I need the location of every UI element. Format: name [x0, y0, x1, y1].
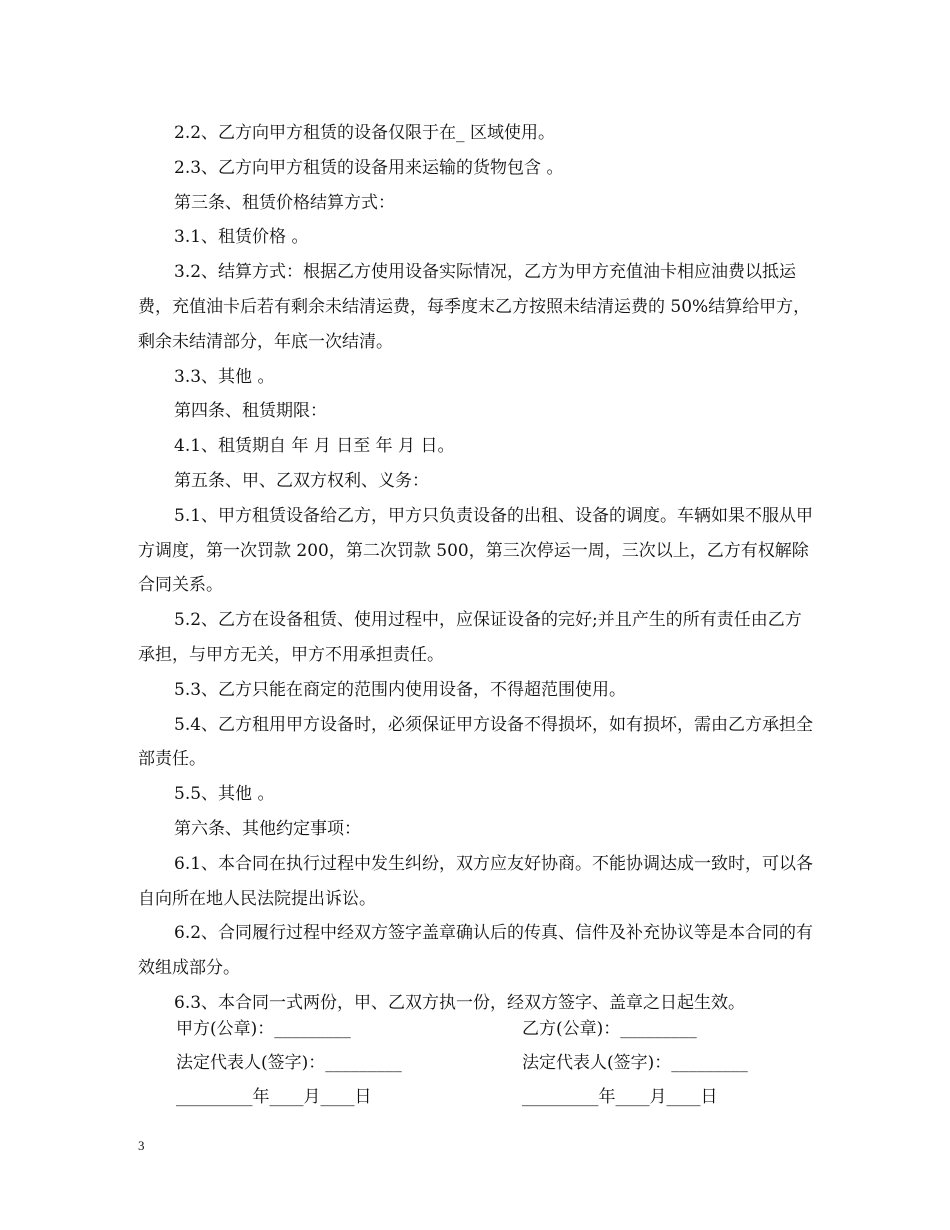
clause-5-3: 5.3、乙方只能在商定的范围内使用设备，不得超范围使用。 [174, 679, 627, 700]
clause-4-1: 4.1、租赁期自 年 月 日至 年 月 日。 [174, 436, 455, 457]
article-5-heading: 第五条、甲、乙双方权利、义务： [174, 470, 429, 491]
contract-body [138, 116, 814, 1021]
article-3-heading: 第三条、租赁价格结算方式： [174, 192, 395, 213]
party-a-representative-line: 法定代表人(签字)：_________ [176, 1053, 402, 1073]
clause-5-1: 5.1、甲方租赁设备给乙方，甲方只负责设备的出租、设备的调度。车辆如果不服从甲方调度，第一次罚款 200，第二次罚款 500，第三次停运一周，三次以上，乙方有权解除合同关系。 [138, 505, 814, 596]
clause-3-2: 3.2、结算方式：根据乙方使用设备实际情况，乙方为甲方充值油卡相应油费以抵运费，充值油卡后若有剩余未结清运费，每季度末乙方按照未结清运费的 50%结算给甲方，剩余未结清部分，年底一次结清。 [138, 262, 811, 352]
party-b-seal-line: 乙方(公章)：_________ [522, 1019, 697, 1039]
clause-2-2: 2.2、乙方向甲方租赁的设备仅限于在_ 区域使用。 [174, 123, 555, 143]
signature-row-date [0, 1082, 950, 1112]
article-4-heading: 第四条、租赁期限： [174, 401, 327, 422]
clause-3-1: 3.1、租赁价格 。 [174, 227, 309, 248]
clause-5-4: 5.4、乙方租用甲方设备时，必须保证甲方设备不得损坏，如有损坏，需由乙方承担全部责任。 [138, 714, 814, 770]
party-b-representative-line: 法定代表人(签字)：_________ [522, 1053, 748, 1073]
page-number: 3 [138, 1138, 145, 1153]
party-a-seal-line: 甲方(公章)：_________ [176, 1019, 351, 1039]
clause-3-3: 3.3、其他 。 [174, 366, 275, 387]
clause-6-2: 6.2、合同履行过程中经双方签字盖章确认后的传真、信件及补充协议等是本合同的有效组成部分。 [138, 923, 814, 979]
clause-6-3: 6.3、本合同一式两份，甲、乙双方执一份，经双方签字、盖章之日起生效。 [174, 992, 746, 1013]
clause-5-2: 5.2、乙方在设备租赁、使用过程中，应保证设备的完好;并且产生的所有责任由乙方承担，与甲方无关，甲方不用承担责任。 [138, 610, 802, 665]
clause-6-1: 6.1、本合同在执行过程中发生纠纷，双方应友好协商。不能协调达成一致时，可以各自向所在地人民法院提出诉讼。 [138, 853, 814, 909]
party-b-date-line: _________年____月____日 [522, 1087, 718, 1107]
party-a-date-line: _________年____月____日 [176, 1087, 372, 1107]
clause-2-3: 2.3、乙方向甲方租赁的设备用来运输的货物包含 。 [174, 157, 564, 178]
article-6-heading: 第六条、其他约定事项： [174, 818, 361, 839]
clause-5-5: 5.5、其他 。 [174, 784, 275, 805]
signature-row-seal [0, 1014, 950, 1044]
signature-row-representative [0, 1048, 950, 1078]
